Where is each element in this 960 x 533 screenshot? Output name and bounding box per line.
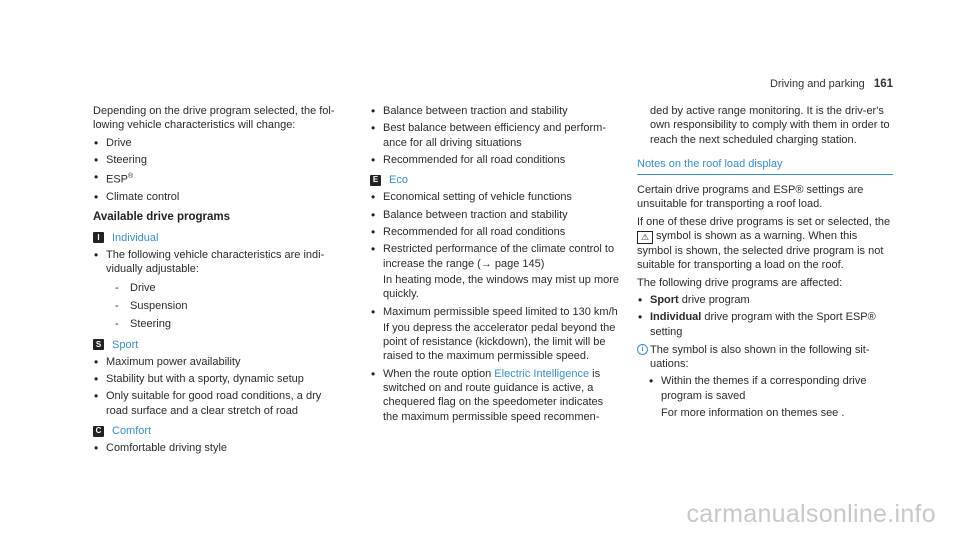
list-item: • Restricted performance of the climate control to increase the range (→ page 145) [370, 242, 620, 271]
watermark: carmanualsonline.info [686, 500, 936, 528]
info-note: i The symbol is also shown in the following sit-uations: [637, 343, 893, 372]
column-2 [370, 104, 620, 424]
list-item: • Steering [93, 153, 338, 167]
continued-text: ded by active range monitoring. It is the driv-er's own responsibility to comply with them in order to reach the next scheduled charging station. [650, 105, 890, 146]
list-item: • Recommended for all road conditions [370, 225, 620, 239]
note-text: If you depress the accelerator pedal beyond the point of resistance (kickdown), the limit will be raised to the maximum permissible speed. [383, 321, 616, 363]
list-item: • Best balance between efficiency and perform-ance for all driving situations [370, 121, 620, 150]
paragraph: If one of these drive programs is set or selected, the ⚠ symbol is shown as a warning. When this symbol is shown, the selected drive program is not suitable for transporting a load on the roof. [637, 215, 891, 272]
program-comfort [93, 424, 338, 438]
sub-item: - Suspension [93, 299, 338, 313]
column-1 [93, 104, 338, 456]
section-title: Notes on the roof load display [637, 157, 893, 175]
list-item: • Drive [93, 136, 338, 150]
note-text: For more information on themes see . [661, 407, 845, 420]
list-item: • ESP® [93, 170, 338, 187]
comfort-icon: C [93, 426, 104, 437]
list-item: • Recommended for all road conditions [370, 153, 620, 167]
section-name: Driving and parking [769, 78, 865, 90]
list-item: • Stability but with a sporty, dynamic setup [93, 372, 338, 386]
sport-label: Sport [112, 338, 139, 351]
list-item: • Sport drive program [637, 293, 893, 307]
eco-icon: E [370, 175, 381, 186]
list-item: • Maximum permissible speed limited to 130 km/h [370, 305, 620, 319]
info-icon: i [637, 344, 648, 355]
page-header [770, 78, 893, 90]
sub-item: - Steering [93, 317, 338, 331]
list-item: • Maximum power availability [93, 355, 338, 369]
electric-intelligence-link[interactable]: Electric Intelligence [494, 367, 590, 380]
list-item: • Climate control [93, 190, 338, 204]
list-item: • Comfortable driving style [93, 441, 338, 455]
sport-icon: S [93, 339, 104, 350]
paragraph: Certain drive programs and ESP® settings are unsuitable for transporting a roof load. [637, 184, 864, 211]
list-item: • When the route option Electric Intelligence is switched on and route guidance is active, a chequered flag on the speedometer indicates the maximum permissible speed recommen- [370, 367, 620, 424]
list-item: • The following vehicle characteristics are indi-vidually adjustable: [93, 248, 338, 277]
individual-label: Individual [112, 231, 159, 244]
section-heading: Available drive programs [93, 211, 230, 224]
comfort-label: Comfort [112, 425, 152, 437]
program-eco [370, 173, 620, 187]
program-sport [93, 338, 338, 352]
sub-item: - Drive [93, 281, 338, 295]
list-item: • Individual drive program with the Sport ESP® setting [637, 310, 893, 339]
list-item: • Balance between traction and stability [370, 104, 620, 118]
list-item: • Balance between traction and stability [370, 208, 620, 222]
roof-load-warning-icon: ⚠ [637, 231, 653, 244]
list-item: • Economical setting of vehicle functions [370, 190, 620, 204]
eco-label: Eco [389, 174, 408, 187]
list-item: • Within the themes if a corresponding drive program is saved [637, 374, 893, 403]
column-3 [637, 104, 893, 420]
note-text: In heating mode, the windows may mist up more quickly. [383, 273, 620, 301]
individual-icon: I [93, 232, 104, 243]
list-item: • Only suitable for good road conditions, a dry road surface and a clear stretch of road [93, 389, 338, 418]
paragraph: The following drive programs are affected: [637, 276, 843, 289]
intro-text: Depending on the drive program selected, the fol-lowing vehicle characteristics will change: [93, 105, 335, 132]
page-number: 161 [873, 78, 893, 90]
program-individual [93, 231, 338, 245]
